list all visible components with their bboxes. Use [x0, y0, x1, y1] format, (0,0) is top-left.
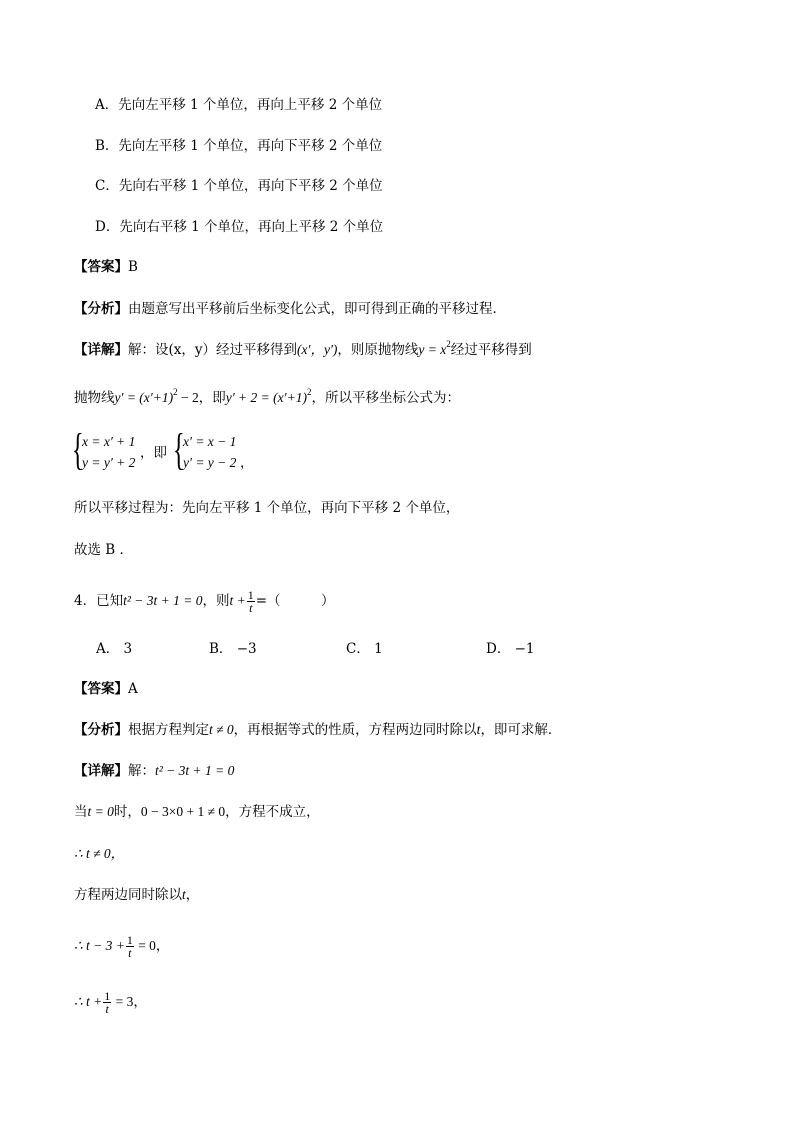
q4-option-b: B． −3	[209, 641, 257, 657]
fraction-one-over-t	[103, 990, 111, 1015]
eq-text: y′ + 2 = (x′+1)	[225, 390, 307, 405]
fraction-one-over-t	[126, 934, 134, 959]
fraction-one-over-t	[247, 589, 255, 614]
answer-value: B	[128, 259, 138, 275]
detail-text: 解：	[128, 763, 155, 779]
detail-label: 【详解】	[74, 342, 128, 358]
analysis-var: t	[476, 722, 481, 737]
frac-den: t	[249, 601, 253, 615]
q4-option-a: A． 3	[96, 641, 133, 657]
system-end: ，	[240, 455, 254, 471]
system1-row1: x = x′ + 1	[82, 434, 136, 449]
step-expr: = 3，	[112, 994, 147, 1009]
step-expr: = 0，	[134, 938, 170, 953]
detail-calc: 0 − 3×0 + 1 ≠ 0	[140, 804, 226, 819]
frac-num: 1	[104, 989, 111, 1003]
q3-analysis	[74, 300, 506, 318]
q4-stem	[74, 589, 335, 614]
left-brace-1: {	[72, 425, 84, 474]
frac-num: 1	[247, 588, 254, 602]
q3-detail-line1	[74, 341, 532, 359]
stem-text: ，则	[202, 593, 230, 609]
q4-option-d: D． −1	[486, 641, 535, 657]
detail-text: ，所以平移坐标公式为：	[311, 390, 460, 406]
answer-value: A	[128, 681, 138, 697]
analysis-text: ，即可求解．	[480, 722, 562, 738]
detail-text: 时，	[113, 804, 141, 820]
analysis-text: ，再根据等式的性质，方程两边同时除以	[233, 722, 477, 738]
frac-num: 1	[126, 933, 133, 947]
detail-var: t	[182, 887, 186, 902]
analysis-text: 根据方程判定	[128, 722, 209, 738]
frac-den: t	[128, 946, 132, 960]
q3-detail-line2	[74, 389, 460, 407]
analysis-eq: t ≠ 0	[209, 722, 234, 737]
system-connector: ，即	[140, 445, 167, 461]
detail-text: 抛物线	[74, 390, 115, 406]
answer-label: 【答案】	[74, 681, 128, 697]
shifted-eq	[114, 387, 199, 405]
option-b: B．先向左平移 1 个单位，再向下平移 2 个单位	[95, 138, 383, 154]
q4-answer	[74, 680, 138, 698]
detail-text: 解：设(x，y）经过平移得到	[128, 342, 298, 358]
eq-text: − 2	[177, 390, 199, 405]
q3-answer	[74, 258, 138, 276]
parabola-eq	[418, 339, 451, 357]
shifted-eq2	[225, 387, 312, 405]
step-expr: ∴ t − 3 +	[74, 938, 125, 953]
stem-expr: t +	[229, 593, 246, 608]
exponent: 2	[306, 387, 312, 397]
stem-text: =（ ）	[255, 593, 335, 609]
option-c: C．先向右平移 1 个单位，再向下平移 2 个单位	[95, 178, 383, 194]
q4-when-zero	[74, 803, 320, 821]
detail-text: ，即	[198, 390, 226, 406]
detail-label: 【详解】	[74, 763, 128, 779]
detail-text: 经过平移得到	[450, 342, 532, 358]
analysis-label: 【分析】	[74, 722, 128, 738]
system1-row2: y = y′ + 2	[82, 455, 136, 470]
option-d: D．先向右平移 1 个单位，再向上平移 2 个单位	[95, 219, 384, 235]
option-a: A．先向左平移 1 个单位，再向上平移 2 个单位	[95, 97, 383, 113]
system2-row1: x′ = x − 1	[183, 434, 237, 449]
eq-text: y = x	[418, 342, 447, 357]
frac-den: t	[105, 1002, 109, 1016]
analysis-label: 【分析】	[74, 301, 128, 317]
detail-text: ，方程不成立，	[225, 804, 320, 820]
q4-analysis	[74, 721, 561, 739]
q4-detail	[74, 762, 234, 780]
q4-step2	[74, 990, 147, 1015]
q3-choose: 故选 B ．	[74, 542, 134, 558]
detail-text: ，	[185, 887, 200, 903]
detail-text: ，则原抛物线	[337, 342, 419, 358]
answer-label: 【答案】	[74, 259, 128, 275]
exponent: 2	[173, 387, 178, 397]
step-expr: ∴ t +	[74, 994, 103, 1009]
detail-text: 方程两边同时除以	[74, 887, 182, 903]
q4-divide	[74, 886, 199, 904]
left-brace-2: {	[173, 425, 185, 474]
exponent: 2	[446, 339, 451, 349]
stem-eq: t² − 3t + 1 = 0	[123, 593, 203, 608]
eq-text: y′ = (x′+1)	[114, 390, 174, 405]
detail-eq: t² − 3t + 1 = 0	[155, 763, 235, 778]
detail-point: (x′，y′)	[297, 342, 338, 357]
system2-row2: y′ = y − 2	[183, 455, 237, 470]
analysis-text: 由题意写出平移前后坐标变化公式，即可得到正确的平移过程．	[128, 301, 506, 317]
detail-eq: t = 0	[87, 804, 114, 819]
detail-text: 当	[74, 804, 88, 820]
q3-conclusion: 所以平移过程为：先向左平移 1 个单位，再向下平移 2 个单位，	[74, 500, 460, 516]
q4-therefore-t-nonzero: ∴ t ≠ 0，	[74, 846, 125, 861]
q4-step1	[74, 934, 169, 959]
stem-text: 4．已知	[74, 593, 124, 609]
q4-option-c: C． 1	[346, 641, 383, 657]
